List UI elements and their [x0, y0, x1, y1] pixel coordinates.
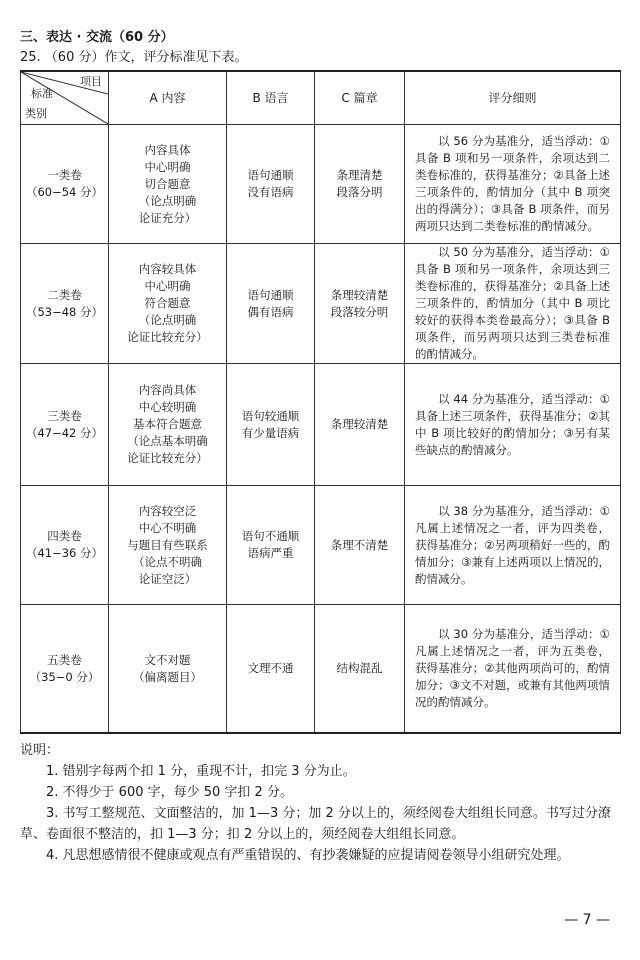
detail-cell — [405, 125, 621, 244]
category-range: （53−48 分） — [25, 304, 104, 319]
category-name: 五类卷 — [47, 652, 82, 667]
content-line: 基本符合题意 — [133, 417, 202, 431]
content-line: 内容较具体 — [138, 262, 197, 276]
table-row — [21, 244, 621, 364]
language-line: 语病严重 — [247, 546, 294, 560]
category-name: 四类卷 — [47, 529, 82, 543]
language-cell — [227, 486, 315, 605]
header-structure: C 篇章 — [315, 71, 405, 125]
content-line: 论证比较充分） — [127, 451, 208, 465]
language-cell — [227, 364, 315, 486]
category-cell — [21, 244, 109, 364]
corner-standard-label: 标准 — [31, 87, 53, 100]
structure-line: 条理清楚 — [336, 168, 383, 182]
structure-cell — [315, 364, 405, 486]
structure-line: 条理较清楚 — [330, 417, 389, 431]
corner-category-label: 类别 — [25, 107, 47, 120]
notes-section — [20, 740, 630, 866]
language-line: 语句通顺 — [247, 287, 294, 302]
content-line: （论点基本明确 — [127, 434, 208, 448]
category-cell — [21, 364, 109, 486]
content-line: 论证比较充分） — [127, 330, 208, 344]
language-line: 语句通顺 — [247, 168, 294, 182]
structure-cell — [315, 486, 405, 605]
note-item: 3. 书写工整规范、文面整洁的，加 1—3 分；加 2 分以上的，须经阅卷大组组长同意。书写过分潦草、卷面很不整洁的，扣 1—3 分；扣 2 分以上的，须经阅卷大组组长同意。 — [20, 806, 611, 842]
detail-text: 以 50 分为基准分，适当浮动：①具备 B 项和另一项条件，余项达到三类卷标准的，获得基准分；②具备上述三项条件的，酌情加分（其中 B 项比较好的获得本类卷最高分）；③具备 B 项条件，而另两项只达到三类卷标准的酌情减分。 — [415, 245, 610, 361]
language-line: 有少量语病 — [241, 425, 300, 440]
content-cell — [109, 364, 227, 486]
content-cell — [109, 125, 227, 244]
category-name: 三类卷 — [47, 408, 82, 423]
category-name: 一类卷 — [47, 168, 82, 182]
question-heading: 25. （60 分）作文，评分标准见下表。 — [20, 50, 248, 65]
detail-cell — [405, 486, 621, 605]
detail-cell — [405, 605, 621, 734]
structure-line: 段落分明 — [336, 185, 383, 199]
category-cell — [21, 486, 109, 605]
content-line: 内容具体 — [144, 142, 191, 157]
content-cell — [109, 605, 227, 734]
language-cell — [227, 125, 315, 244]
category-name: 二类卷 — [47, 287, 82, 302]
category-range: （60−54 分） — [25, 185, 104, 199]
rubric-table — [20, 70, 621, 734]
content-line: 内容较空泛 — [138, 503, 197, 518]
content-cell — [109, 244, 227, 364]
content-cell — [109, 486, 227, 605]
detail-text: 以 44 分为基准分，适当浮动：①具备上述三项条件，获得基准分；②其中 B 项比较好的酌情加分；③另有某些缺点的酌情减分。 — [415, 391, 610, 457]
content-line: 与题目有些联系 — [127, 537, 208, 552]
content-line: （论点明确 — [138, 313, 197, 327]
page-number: — 7 — — [564, 912, 610, 928]
header-detail: 评分细则 — [405, 71, 621, 125]
structure-cell — [315, 125, 405, 244]
note-item: 2. 不得少于 600 字，每少 50 字扣 2 分。 — [46, 785, 293, 800]
structure-line: 结构混乱 — [336, 661, 383, 675]
language-line: 文理不通 — [247, 661, 294, 675]
category-cell — [21, 125, 109, 244]
notes-heading: 说明： — [20, 743, 60, 758]
content-line: 中心明确 — [144, 279, 191, 293]
language-line: 没有语病 — [247, 185, 294, 199]
section-title: 三、表达 · 交流（60 分） — [20, 30, 174, 45]
language-line: 语句不通顺 — [241, 529, 300, 543]
structure-line: 条理较清楚 — [330, 287, 389, 302]
content-line: 中心明确 — [144, 159, 191, 174]
structure-cell — [315, 244, 405, 364]
content-line: 中心较明确 — [138, 400, 197, 414]
note-item: 4. 凡思想感情很不健康或观点有严重错误的、有抄袭嫌疑的应提请阅卷领导小组研究处理。 — [46, 848, 570, 863]
corner-cell — [21, 71, 109, 125]
table-header-row — [21, 71, 621, 125]
header-content: A 内容 — [109, 71, 227, 125]
table-row — [21, 486, 621, 605]
structure-line: 条理不清楚 — [330, 537, 389, 552]
content-line: 符合题意 — [144, 296, 191, 310]
content-line: （偏离题目） — [133, 669, 202, 684]
language-line: 语句较通顺 — [241, 408, 300, 423]
content-line: 内容尚具体 — [138, 383, 197, 397]
structure-cell — [315, 605, 405, 734]
corner-item-label: 项目 — [80, 75, 102, 88]
content-line: 论证充分） — [138, 210, 197, 225]
language-cell — [227, 605, 315, 734]
detail-text: 以 38 分为基准分，适当浮动：①凡属上述情况之一者，评为四类卷，获得基准分；②另两项稍好一些的，酌情加分；③兼有上述两项以上情况的，酌情减分。 — [415, 503, 610, 586]
detail-text: 以 30 分为基准分，适当浮动：①凡属上述情况之一者，评为五类卷，获得基准分；②其他两项尚可的，酌情加分；③文不对题，或兼有其他两项情况的酌情减分。 — [415, 627, 610, 709]
language-cell — [227, 244, 315, 364]
category-cell — [21, 605, 109, 734]
detail-cell — [405, 364, 621, 486]
detail-text: 以 56 分为基准分，适当浮动：①具备 B 项和另一项条件，余项达到二类卷标准的，获得基准分；②具备上述三项条件的，酌情加分（其中 B 项突出的得满分）；③具备 B 项条件，而另两项只达到二类卷标准的酌情减分。 — [415, 134, 610, 233]
table-row — [21, 605, 621, 734]
category-range: （35−0 分） — [29, 669, 100, 684]
category-range: （41−36 分） — [25, 546, 104, 560]
structure-line: 段落较分明 — [330, 304, 389, 319]
content-line: （论点不明确 — [133, 554, 202, 569]
table-row — [21, 125, 621, 244]
content-line: （论点明确 — [138, 193, 197, 208]
note-item: 1. 错别字每两个扣 1 分，重现不计，扣完 3 分为止。 — [46, 764, 356, 779]
content-line: 文不对题 — [144, 652, 191, 667]
content-line: 中心不明确 — [138, 520, 197, 535]
content-line: 论证空泛） — [138, 571, 197, 586]
category-range: （47−42 分） — [25, 425, 104, 440]
content-line: 切合题意 — [144, 176, 191, 191]
header-language: B 语言 — [227, 71, 315, 125]
language-line: 偶有语病 — [247, 304, 294, 319]
detail-cell — [405, 244, 621, 364]
table-row — [21, 364, 621, 486]
